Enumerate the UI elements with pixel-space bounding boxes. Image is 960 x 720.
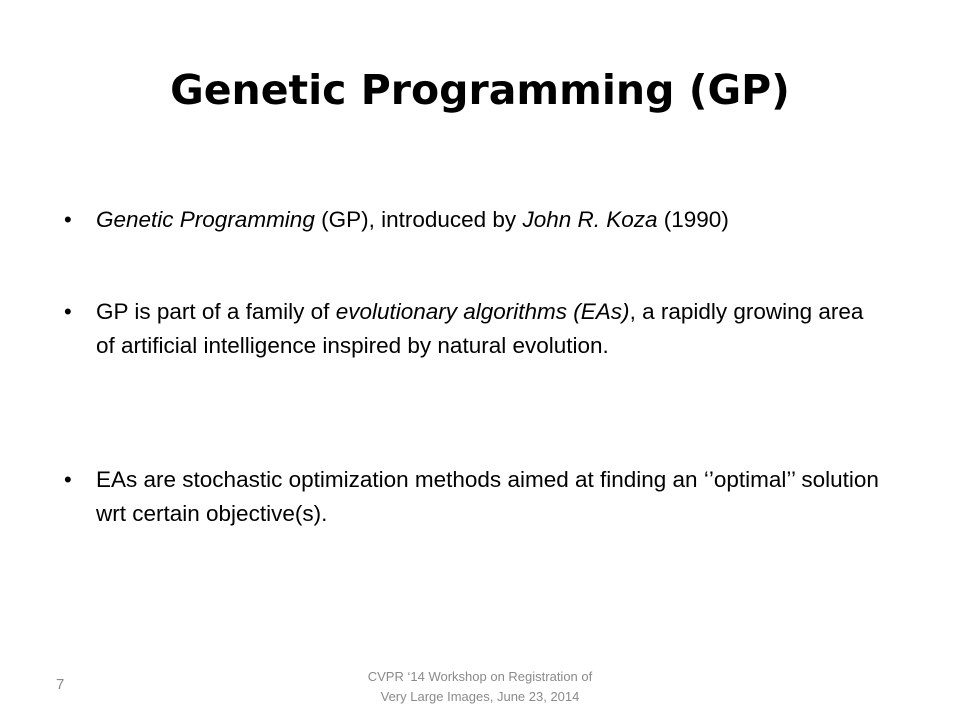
footer-line: Very Large Images, June 23, 2014 bbox=[380, 689, 580, 704]
bullet-dot: • bbox=[64, 207, 72, 232]
footer-caption bbox=[330, 667, 630, 707]
bullet-dot: • bbox=[64, 467, 72, 492]
bullet-text-segment: John R. Koza bbox=[522, 207, 658, 232]
slide-number: 7 bbox=[56, 676, 65, 693]
bullet-text-segment: (1990) bbox=[657, 207, 729, 232]
bullet-text-segment: GP is part of a family of bbox=[96, 299, 336, 324]
bullet-text-segment: Genetic Programming bbox=[96, 207, 315, 232]
bullet-item bbox=[64, 295, 886, 363]
bullet-text-segment: EAs are stochastic optimization methods aimed at finding an ‘’optimal’’ solution wrt certain objective(s). bbox=[96, 467, 879, 526]
bullet-text-segment: evolutionary algorithms (EAs) bbox=[335, 299, 630, 324]
bullet-dot: • bbox=[64, 299, 72, 324]
footer-line: CVPR ‘14 Workshop on Registration of bbox=[367, 669, 593, 684]
slide-title: Genetic Programming (GP) bbox=[170, 66, 790, 114]
bullet-item bbox=[64, 463, 886, 531]
bullet-text bbox=[96, 207, 729, 232]
bullet-text-segment: , a rapidly growing area of artificial intelligence inspired by natural evolution. bbox=[96, 299, 864, 358]
bullet-text-segment: (GP), introduced by bbox=[314, 207, 523, 232]
bullet-item bbox=[64, 203, 886, 237]
bullet-text bbox=[96, 299, 863, 358]
bullet-text bbox=[96, 467, 879, 526]
